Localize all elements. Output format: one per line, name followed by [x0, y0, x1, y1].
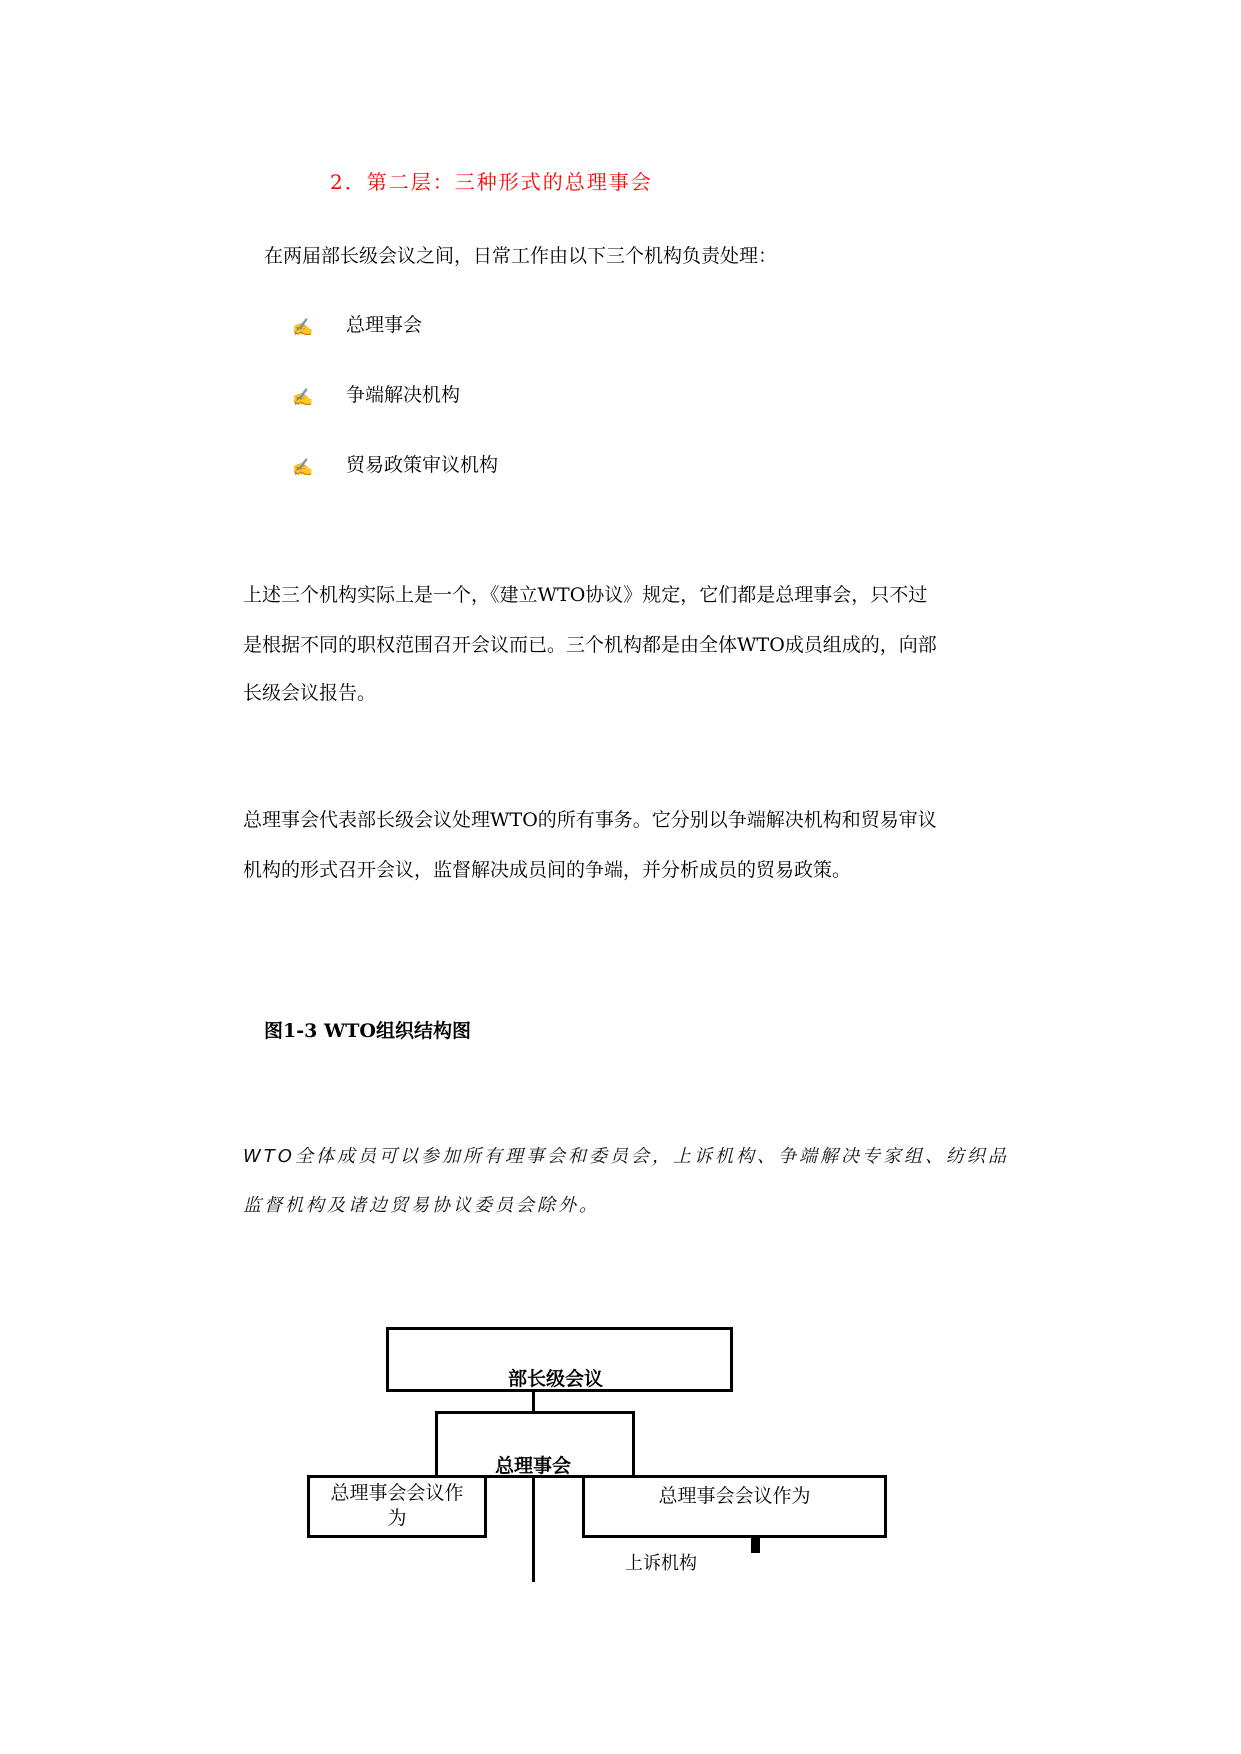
council-left-line: 总理事会会议作	[330, 1482, 464, 1504]
writing-hand-icon: ✍	[292, 458, 314, 478]
council-left-box	[307, 1475, 487, 1538]
section-title: 2．第二层：三种形式的总理事会	[330, 170, 653, 194]
figure-caption: 图1-3 WTO组织结构图	[264, 1020, 471, 1042]
connector-stub	[751, 1538, 760, 1553]
appellate-label: 上诉机构	[625, 1553, 697, 1574]
connector-line	[532, 1478, 535, 1582]
paragraph-line: 上述三个机构实际上是一个，《建立WTO协议》规定，它们都是总理事会，只不过	[243, 584, 928, 606]
general-council-box	[435, 1411, 635, 1478]
paragraph-line: 机构的形式召开会议，监督解决成员间的争端，并分析成员的贸易政策。	[243, 859, 852, 881]
council-right-label: 总理事会会议作为	[658, 1485, 811, 1507]
note-line: 监督机构及诸边贸易协议委员会除外。	[243, 1195, 600, 1216]
council-left-label	[310, 1481, 484, 1531]
writing-hand-icon: ✍	[292, 318, 314, 338]
paragraph-line: 总理事会代表部长级会议处理WTO的所有事务。它分别以争端解决机构和贸易审议	[243, 809, 937, 831]
intro-text: 在两届部长级会议之间，日常工作由以下三个机构负责处理：	[264, 245, 778, 267]
note-line: WTO全体成员可以参加所有理事会和委员会，上诉机构、争端解决专家组、纺织品	[243, 1146, 1009, 1167]
paragraph-line: 长级会议报告。	[243, 682, 377, 704]
list-item-label: 争端解决机构	[346, 384, 461, 406]
paragraph-line: 是根据不同的职权范围召开会议而已。三个机构都是由全体WTO成员组成的，向部	[243, 634, 937, 656]
general-council-label: 总理事会	[495, 1455, 572, 1477]
council-right-box	[582, 1475, 887, 1538]
council-left-line: 为	[387, 1507, 407, 1529]
list-item-label: 贸易政策审议机构	[346, 454, 499, 476]
writing-hand-icon: ✍	[292, 388, 314, 408]
ministerial-box	[386, 1327, 733, 1392]
ministerial-label: 部长级会议	[508, 1368, 604, 1390]
list-item-label: 总理事会	[346, 314, 423, 336]
